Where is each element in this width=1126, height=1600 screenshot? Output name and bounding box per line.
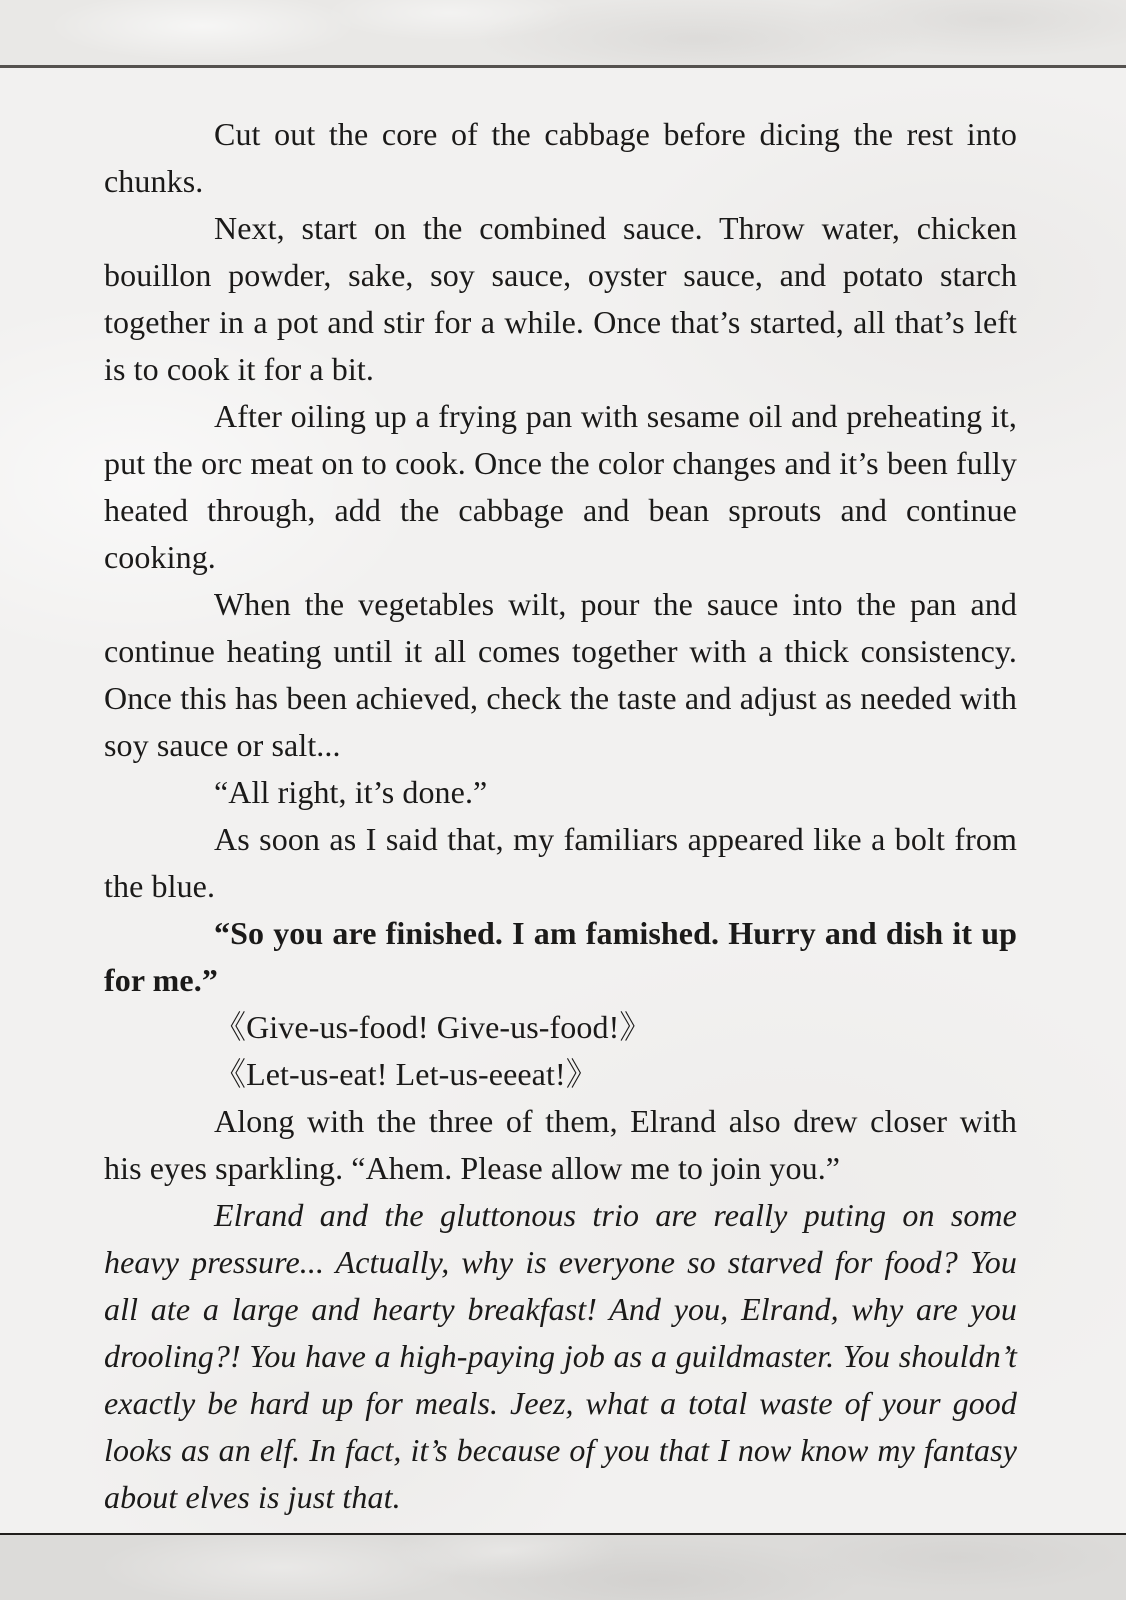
page-text [104, 71, 1017, 1521]
page-top-margin-band [0, 0, 1126, 68]
paragraph: Along with the three of them, Elrand also drew closer with his eyes sparkling. “Ahem. Please allow me to join you.” [104, 1103, 1017, 1186]
paragraph: As soon as I said that, my familiars appeared like a bolt from the blue. [104, 821, 1017, 904]
paragraph: Cut out the core of the cabbage before dicing the rest into chunks. [104, 116, 1017, 199]
paragraph: Next, start on the combined sauce. Throw water, chicken bouillon powder, sake, soy sauce, oyster sauce, and potato starch together in a pot and stir for a while. Once that’s started, all that’s left is to cook it for a bit. [104, 210, 1017, 387]
paragraph: After oiling up a frying pan with sesame oil and preheating it, put the orc meat on to cook. Once the color changes and it’s been fully heated through, add the cabbage and bean sprouts and continue cooking. [104, 398, 1017, 575]
paragraph: 《Give-us-food! Give-us-food!》 [214, 1009, 652, 1045]
paragraph: “So you are finished. I am famished. Hurry and dish it up for me.” [104, 915, 1017, 998]
paragraph: 《Let-us-eat! Let-us-eeeat!》 [214, 1056, 598, 1092]
paragraph: “All right, it’s done.” [214, 774, 488, 810]
paragraph: When the vegetables wilt, pour the sauce into the pan and continue heating until it all comes together with a thick consistency. Once this has been achieved, check the taste and adjust as needed with soy sauce or salt... [104, 586, 1017, 763]
paragraph: Elrand and the gluttonous trio are really puting on some heavy pressure... Actually, why is everyone so starved for food? You all ate a large and hearty breakfast! And you, Elrand, why are you drooling?! You have a high-paying job as a guildmaster. You shouldn’t exactly be hard up for meals. Jeez, what a total waste of your good looks as an elf. In fact, it’s because of you that I now know my fantasy about elves is just that. [104, 1197, 1017, 1515]
page-bottom-margin-band [0, 1533, 1126, 1600]
